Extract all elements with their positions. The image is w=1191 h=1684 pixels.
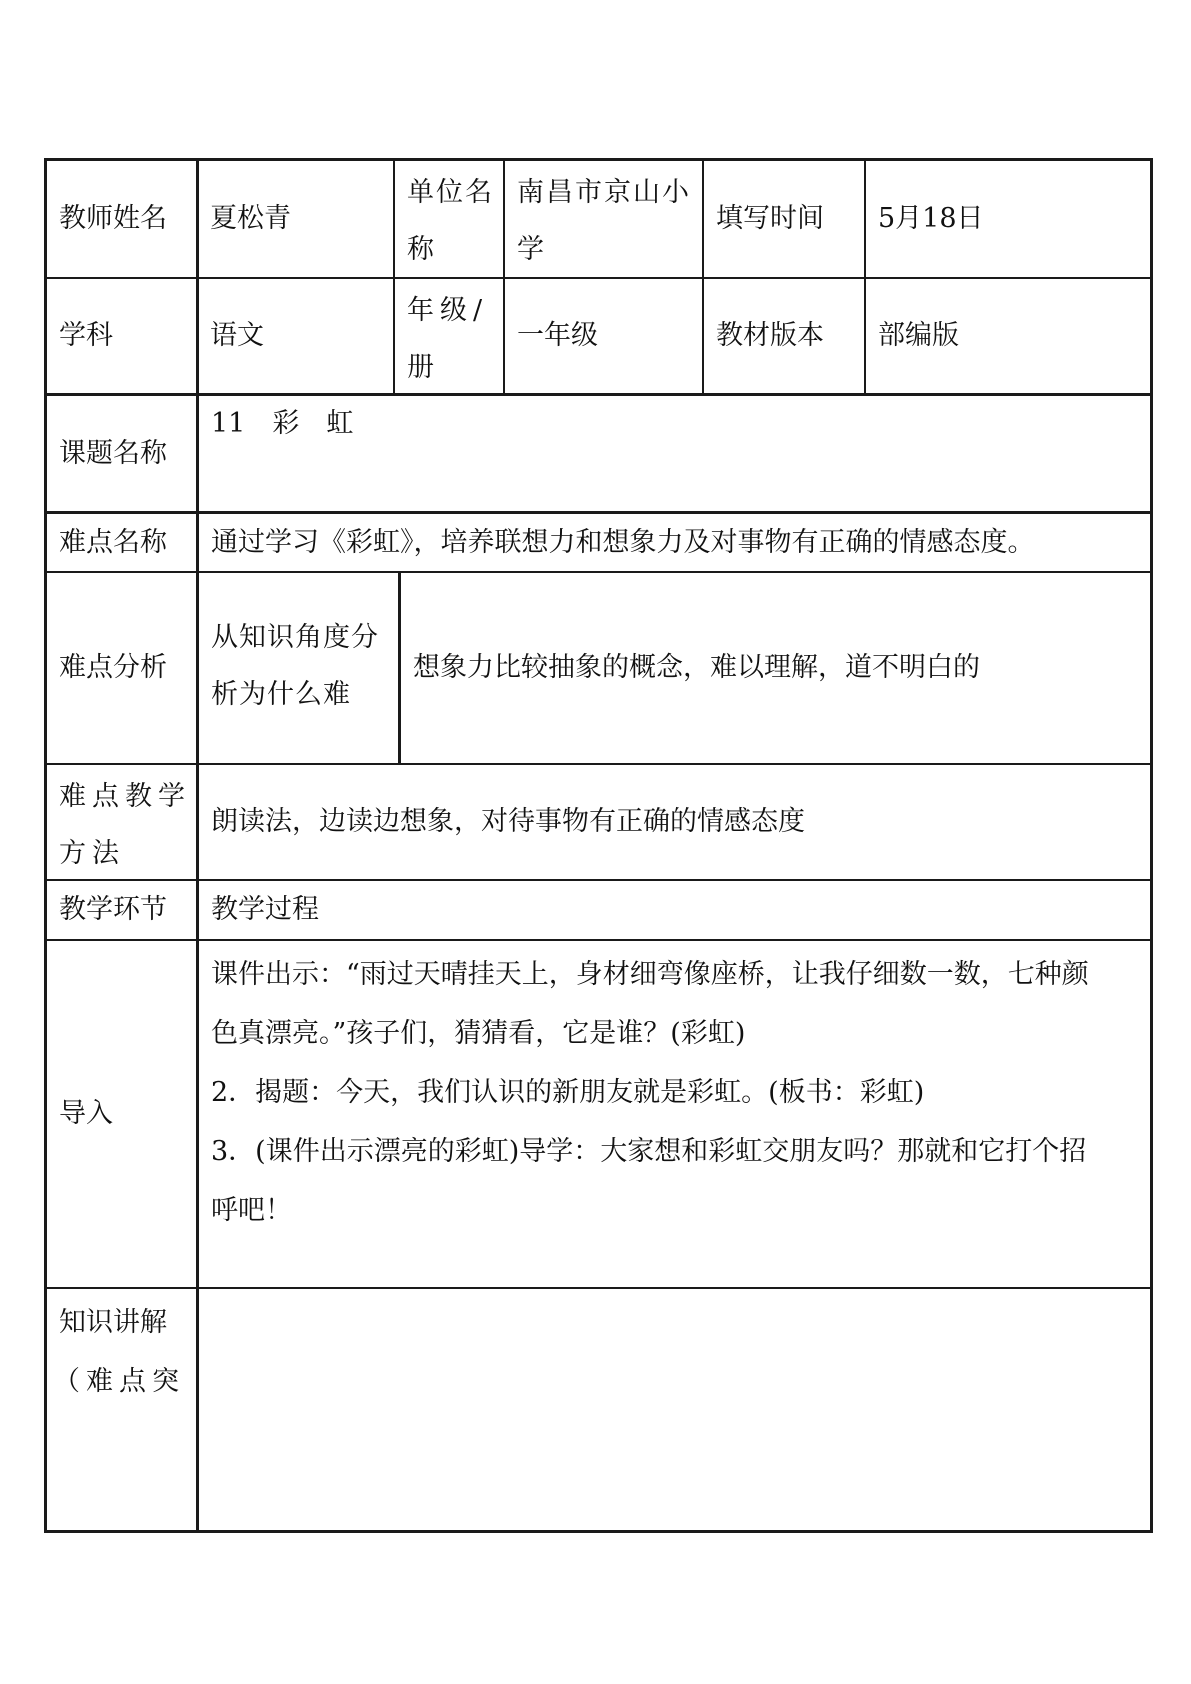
subject-label — [47, 279, 196, 393]
knowledge-label-line1: 知识讲解 — [59, 1307, 167, 1338]
method-label — [47, 765, 196, 879]
knowledge-label — [47, 1289, 196, 1530]
topic-label-text: 课题名称 — [59, 437, 167, 469]
knowledge-content — [199, 1289, 1150, 1530]
unit-name-value-line2: 学 — [517, 234, 546, 265]
intro-line: 课件出示：“雨过天晴挂天上，身材细弯像座桥，让我仔细数一数，七种颜 — [211, 959, 1089, 990]
fill-date-label — [704, 161, 864, 277]
teacher-name-label — [47, 161, 196, 277]
method-value — [199, 765, 1150, 879]
intro-label-text: 导入 — [59, 1098, 113, 1130]
difficulty-label-text: 难点名称 — [59, 526, 167, 558]
fill-date-value — [866, 161, 1150, 277]
method-label-line2: 方法 — [59, 838, 125, 869]
grade-value-text: 一年级 — [517, 320, 598, 352]
textbook-edition-label-text: 教材版本 — [716, 320, 824, 352]
grade-label-line2: 册 — [407, 352, 440, 383]
unit-name-value — [505, 161, 702, 277]
grade-label — [395, 279, 503, 393]
analysis-sub-label-line2: 析为什么难 — [211, 679, 351, 710]
analysis-value — [401, 573, 1150, 763]
intro-line: 3．(课件出示漂亮的彩虹)导学：大家想和彩虹交朋友吗？那就和它打个招 — [211, 1136, 1087, 1167]
teaching-process-label — [199, 881, 1150, 939]
intro-label — [47, 941, 196, 1287]
unit-name-label-line2: 称 — [407, 234, 436, 265]
grade-label-line1: 年级/ — [407, 295, 489, 326]
fill-date-label-text: 填写时间 — [716, 203, 824, 235]
analysis-value-text: 想象力比较抽象的概念，难以理解，道不明白的 — [413, 652, 980, 684]
method-value-text: 朗读法，边读边想象，对待事物有正确的情感态度 — [211, 806, 805, 838]
unit-name-label — [395, 161, 503, 277]
teaching-step-label — [47, 881, 196, 939]
fill-date-value-text: 5月18日 — [878, 203, 984, 235]
difficulty-value — [199, 514, 1150, 571]
unit-name-value-line1: 南昌市京山小 — [517, 177, 691, 208]
topic-value — [199, 396, 1150, 511]
intro-line: 呼吧！ — [211, 1195, 292, 1226]
teaching-step-label-text: 教学环节 — [59, 894, 167, 926]
subject-value-text: 语文 — [210, 320, 264, 352]
teacher-name-label-text: 教师姓名 — [59, 203, 167, 235]
grade-value — [505, 279, 702, 393]
textbook-edition-label — [704, 279, 864, 393]
analysis-label — [47, 573, 196, 763]
teaching-process-label-text: 教学过程 — [211, 894, 319, 926]
topic-label — [47, 396, 196, 511]
topic-value-text: 11 彩 虹 — [211, 408, 354, 439]
knowledge-label-line2: （难点突 — [53, 1366, 185, 1397]
lesson-plan-table — [44, 158, 1153, 1533]
unit-name-label-line1: 单位名 — [407, 177, 494, 208]
analysis-sub-label-line1: 从知识角度分 — [211, 622, 379, 653]
intro-line: 色真漂亮。”孩子们，猜猜看，它是谁？(彩虹) — [211, 1018, 746, 1049]
difficulty-value-text: 通过学习《彩虹》，培养联想力和想象力及对事物有正确的情感态度。 — [211, 526, 1035, 558]
analysis-sub-label — [199, 573, 398, 763]
difficulty-label — [47, 514, 196, 571]
intro-content — [199, 941, 1150, 1287]
method-label-line1: 难点教学 — [59, 781, 191, 812]
teacher-name-value-text: 夏松青 — [210, 203, 291, 235]
textbook-edition-value — [866, 279, 1150, 393]
textbook-edition-value-text: 部编版 — [878, 320, 959, 352]
analysis-label-text: 难点分析 — [59, 652, 167, 684]
subject-value — [198, 279, 393, 393]
subject-label-text: 学科 — [59, 320, 113, 352]
teacher-name-value — [198, 161, 393, 277]
intro-line: 2．揭题：今天，我们认识的新朋友就是彩虹。(板书：彩虹) — [211, 1077, 925, 1108]
